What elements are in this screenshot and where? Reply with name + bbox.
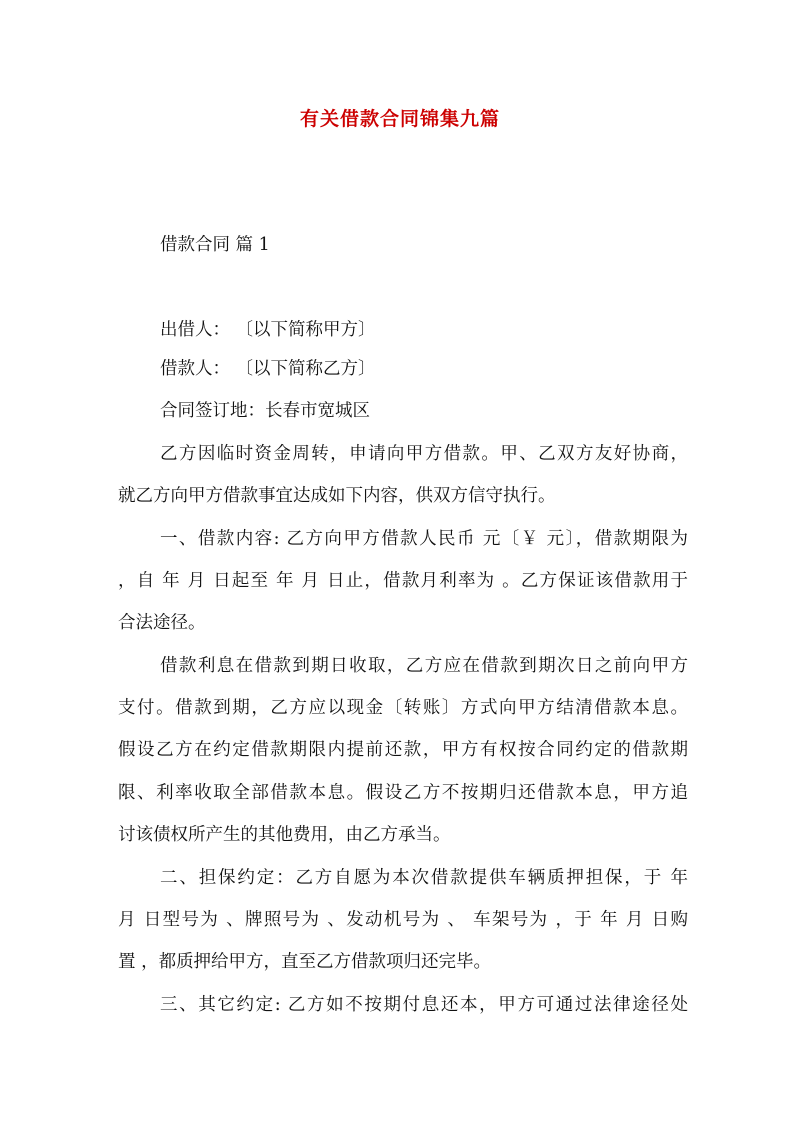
- paragraph-line: 三、其它约定: 乙方如不按期付息还本，甲方可通过法律途径处: [160, 995, 688, 1015]
- paragraph-line: ，自 年 月 日起至 年 月 日止，借款月利率为 。乙方保证该借款用于: [118, 571, 688, 591]
- paragraph-line: 支付。借款到期，乙方应以现金〔转账〕方式向甲方结清借款本息。: [118, 698, 688, 718]
- paragraph-line: 合法途径。: [118, 613, 206, 633]
- paragraph-line: 二、担保约定：乙方自愿为本次借款提供车辆质押担保，于 年: [160, 868, 688, 888]
- paragraph-line: 借款利息在借款到期日收取，乙方应在借款到期次日之前向甲方: [160, 656, 688, 676]
- paragraph-line: 讨该债权所产生的其他费用，由乙方承当。: [118, 825, 451, 845]
- section-heading: 借款合同 篇 1: [160, 235, 270, 255]
- paragraph-line: 一、借款内容: 乙方向甲方借款人民币 元〔￥ 元〕，借款期限为: [160, 529, 688, 549]
- paragraph-line: 置 ，都质押给甲方，直至乙方借款项归还完毕。: [118, 952, 492, 972]
- document-title: 有关借款合同锦集九篇: [299, 108, 500, 130]
- paragraph-line: 限、利率收取全部借款本息。假设乙方不按期归还借款本息，甲方追: [118, 783, 688, 803]
- paragraph-line: 假设乙方在约定借款期限内提前还款，甲方有权按合同约定的借款期: [118, 740, 688, 760]
- paragraph-line: 就乙方向甲方借款事宜达成如下内容，供双方信守执行。: [118, 486, 556, 506]
- lender-line: 出借人： 〔以下简称甲方〕: [160, 320, 376, 340]
- signing-place-line: 合同签订地：长春市宽城区: [160, 401, 370, 421]
- borrower-line: 借款人： 〔以下简称乙方〕: [160, 359, 376, 379]
- paragraph-line: 乙方因临时资金周转，申请向甲方借款。甲、乙双方友好协商，: [160, 444, 688, 464]
- paragraph-line: 月 日型号为 、牌照号为 、发动机号为 、 车架号为 ，于 年 月 日购: [118, 910, 688, 930]
